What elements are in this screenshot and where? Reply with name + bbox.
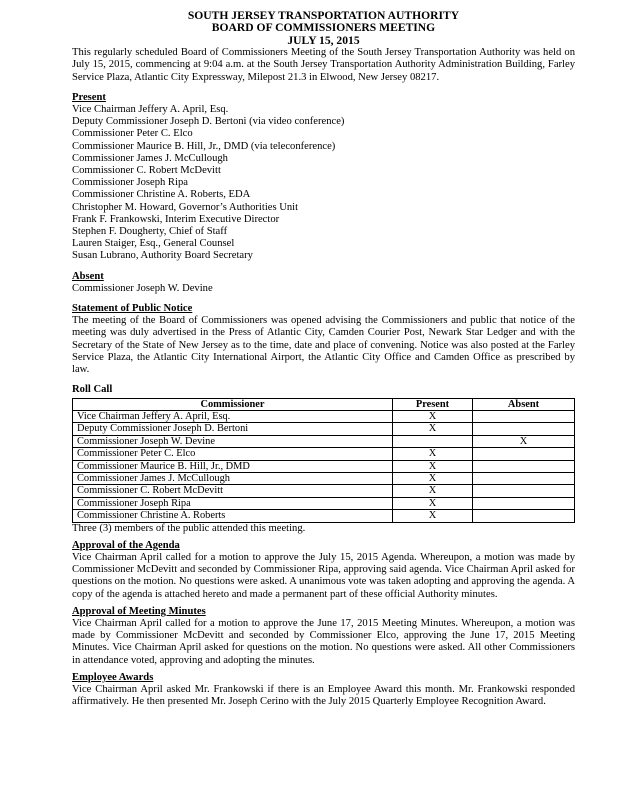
list-item: Commissioner Peter C. Elco xyxy=(72,128,193,140)
document-header xyxy=(72,10,575,47)
absent-cell xyxy=(473,423,575,435)
present-cell: X xyxy=(393,485,473,497)
commissioner-cell: Commissioner Maurice B. Hill, Jr., DMD xyxy=(73,460,393,472)
table-row xyxy=(73,510,575,522)
list-item: Commissioner C. Robert McDevitt xyxy=(72,165,221,177)
table-row xyxy=(73,485,575,497)
header-org: SOUTH JERSEY TRANSPORTATION AUTHORITY xyxy=(187,9,460,22)
present-cell: X xyxy=(393,472,473,484)
list-item: Vice Chairman Jeffery A. April, Esq. xyxy=(72,104,229,116)
absent-cell xyxy=(473,510,575,522)
present-cell: X xyxy=(393,448,473,460)
commissioner-cell: Vice Chairman Jeffery A. April, Esq. xyxy=(73,410,393,422)
present-heading: Present xyxy=(72,91,106,103)
list-item: Commissioner Joseph W. Devine xyxy=(72,282,213,294)
present-cell: X xyxy=(393,460,473,472)
absent-cell xyxy=(473,472,575,484)
commissioner-cell: Deputy Commissioner Joseph D. Bertoni xyxy=(73,423,393,435)
list-item: Frank F. Frankowski, Interim Executive Director xyxy=(72,213,280,225)
absent-cell xyxy=(473,410,575,422)
roll-call-header-row xyxy=(73,398,575,410)
col-header-commissioner: Commissioner xyxy=(73,398,393,410)
commissioner-cell: Commissioner James J. McCullough xyxy=(73,472,393,484)
absent-cell xyxy=(473,460,575,472)
commissioner-cell: Commissioner Joseph Ripa xyxy=(73,497,393,509)
present-cell xyxy=(393,435,473,447)
list-item: Commissioner Christine A. Roberts, EDA xyxy=(72,189,251,201)
present-list xyxy=(72,104,575,263)
list-item: Lauren Staiger, Esq., General Counsel xyxy=(72,238,235,250)
minutes-heading: Approval of Meeting Minutes xyxy=(72,605,206,617)
col-header-present: Present xyxy=(393,398,473,410)
commissioner-cell: Commissioner Joseph W. Devine xyxy=(73,435,393,447)
minutes-paragraph: Vice Chairman April called for a motion to approve the June 17, 2015 Meeting Minutes. Whereupon, a motion was made by Commissioner McDevitt and seconded by Commissioner Elco, approving the June 17, 2015 Meeting Minutes. Vice Chairman April asked for questions on the motion. No questions were asked. All other Commissioners in attendance voted, approving and adopting the minutes. xyxy=(72,617,575,666)
commissioner-cell: Commissioner Peter C. Elco xyxy=(73,448,393,460)
list-item: Commissioner James J. McCullough xyxy=(72,152,228,164)
absent-cell xyxy=(473,497,575,509)
absent-cell xyxy=(473,448,575,460)
notice-heading: Statement of Public Notice xyxy=(72,303,193,315)
list-item: Deputy Commissioner Joseph D. Bertoni (via video conference) xyxy=(72,116,345,128)
absent-list xyxy=(72,283,575,295)
commissioner-cell: Commissioner Christine A. Roberts xyxy=(73,510,393,522)
header-date: JULY 15, 2015 xyxy=(287,33,360,47)
agenda-heading: Approval of the Agenda xyxy=(72,539,180,551)
absent-heading: Absent xyxy=(72,270,104,282)
present-cell: X xyxy=(393,423,473,435)
table-row xyxy=(73,410,575,422)
awards-paragraph: Vice Chairman April asked Mr. Frankowski if there is an Employee Award this month. Mr. Frankowski responded affirmatively. He then presented Mr. Joseph Cerino with the July 2015 Quarterly Employee Recognition Award. xyxy=(72,684,575,708)
list-item: Commissioner Joseph Ripa xyxy=(72,177,188,189)
header-meeting: BOARD OF COMMISSIONERS MEETING xyxy=(211,21,436,35)
present-cell: X xyxy=(393,510,473,522)
absent-cell xyxy=(473,485,575,497)
roll-call-table xyxy=(72,398,575,523)
list-item: Stephen F. Dougherty, Chief of Staff xyxy=(72,226,228,238)
intro-paragraph: This regularly scheduled Board of Commissioners Meeting of the South Jersey Transportation Authority was held on July 15, 2015, commencing at 9:04 a.m. at the South Jersey Transportation Authority Administration Building, Farley Service Plaza, Atlantic City Expressway, Milepost 21.3 in Elwood, New Jersey 08217. xyxy=(72,47,575,83)
table-row xyxy=(73,435,575,447)
awards-heading: Employee Awards xyxy=(72,671,154,683)
table-row xyxy=(73,460,575,472)
list-item: Susan Lubrano, Authority Board Secretary xyxy=(72,250,253,262)
notice-paragraph: The meeting of the Board of Commissioners was opened advising the Commissioners and public that notice of the meeting was duly advertised in the Press of Atlantic City, Camden Courier Post, Newark Star Ledger and with the Secretary of the State of New Jersey as to the time, date and place of convening. Notice was also posted at the Farley Service Plaza, the Atlantic City International Airport, the Atlantic City Office and Camden Office as prescribed by law. xyxy=(72,315,575,376)
list-item: Christopher M. Howard, Governor’s Authorities Unit xyxy=(72,201,299,213)
agenda-paragraph: Vice Chairman April called for a motion to approve the July 15, 2015 Agenda. Whereupon, a motion was made by Commissioner McDevitt and seconded by Commissioner Ripa, approving said agenda. Vice Chairman April asked for questions on the motion. No questions were asked. A unanimous vote was taken adopting and approving the agenda. A copy of the agenda is attached hereto and made a permanent part of these official Authority minutes. xyxy=(72,551,575,600)
commissioner-cell: Commissioner C. Robert McDevitt xyxy=(73,485,393,497)
table-row xyxy=(73,472,575,484)
present-cell: X xyxy=(393,497,473,509)
absent-cell: X xyxy=(473,435,575,447)
list-item: Commissioner Maurice B. Hill, Jr., DMD (via teleconference) xyxy=(72,140,336,152)
table-row xyxy=(73,448,575,460)
public-attendance-note: Three (3) members of the public attended this meeting. xyxy=(72,522,306,534)
table-row xyxy=(73,497,575,509)
roll-call-heading: Roll Call xyxy=(72,384,113,396)
document-page xyxy=(72,10,575,708)
col-header-absent: Absent xyxy=(473,398,575,410)
present-cell: X xyxy=(393,410,473,422)
table-row xyxy=(73,423,575,435)
